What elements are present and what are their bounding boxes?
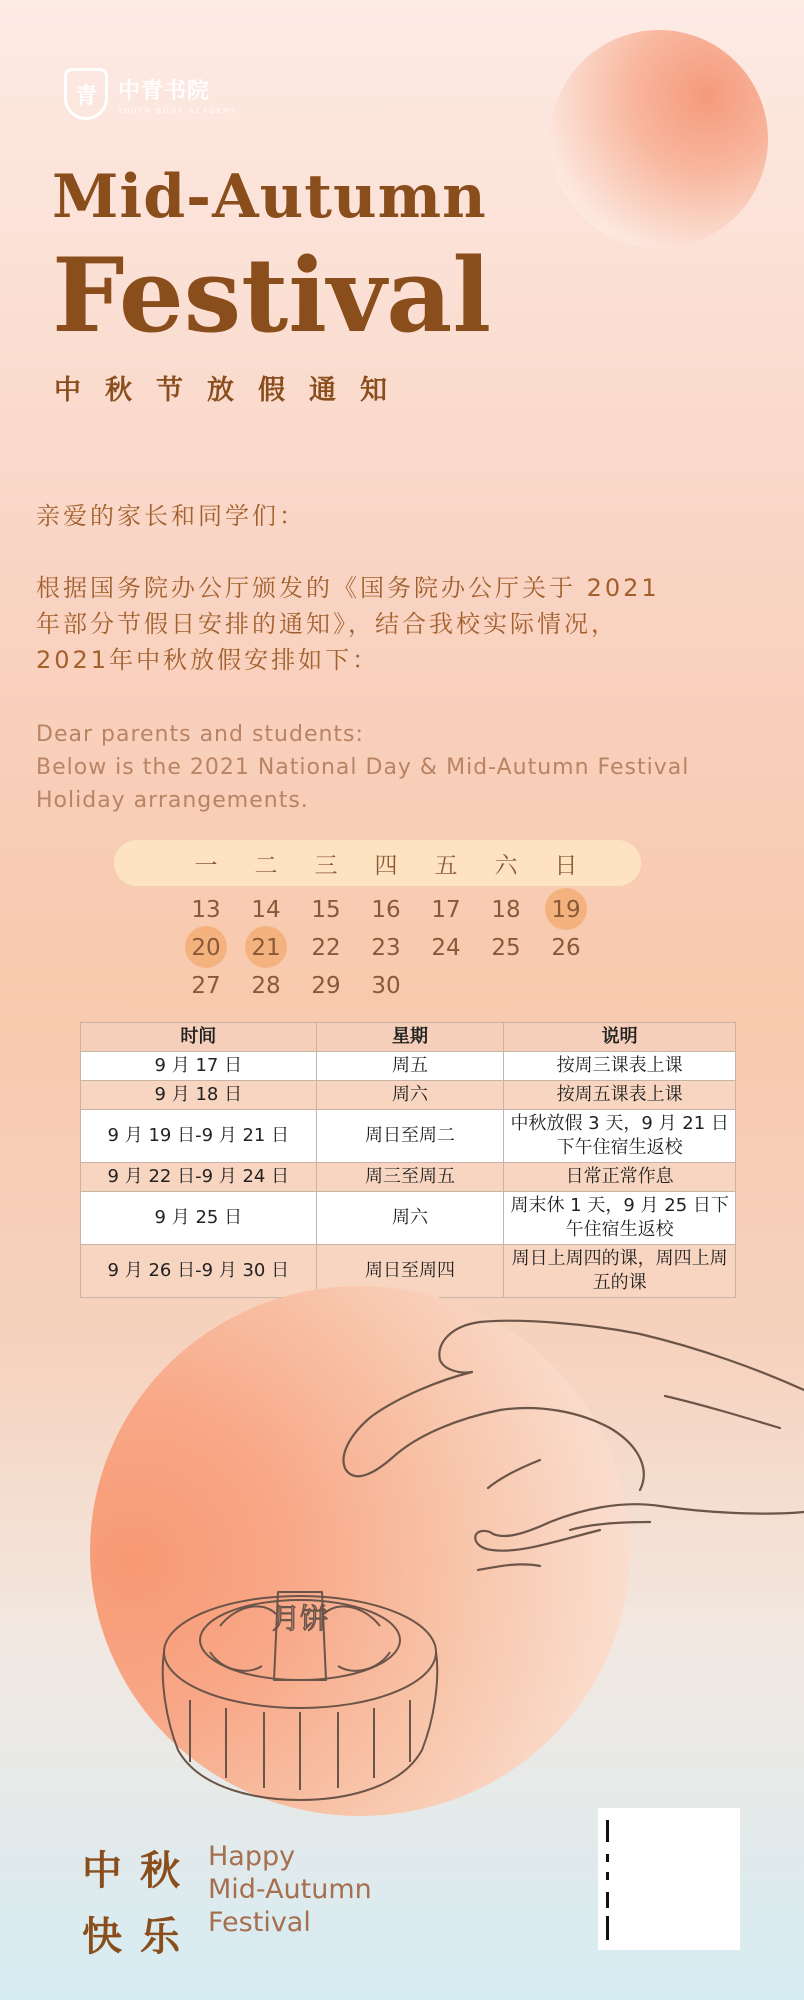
table-cell-weekday: 周六 (316, 1192, 504, 1245)
weekday-label: 四 (374, 852, 398, 879)
qr-mark (606, 1916, 609, 1940)
column-header: 时间 (81, 1023, 317, 1052)
table-cell-note: 按周三课表上课 (504, 1052, 736, 1081)
english-paragraph (36, 718, 766, 817)
table-row (81, 1052, 736, 1081)
table-cell-note: 中秋放假 3 天，9 月 21 日下午住宿生返校 (504, 1110, 736, 1163)
weekday-label: 六 (494, 852, 518, 879)
qr-mark (606, 1892, 609, 1908)
qr-mark (606, 1854, 609, 1862)
table-cell-weekday: 周日至周四 (316, 1245, 504, 1298)
english-line: Holiday arrangements. (36, 788, 309, 813)
calendar-day: 24 (431, 935, 461, 961)
title-chinese: 中秋节放假通知 (54, 375, 411, 406)
table-row (81, 1110, 736, 1163)
table-cell-note: 按周五课表上课 (504, 1081, 736, 1110)
calendar-day-holiday: 20 (176, 926, 236, 970)
footer-en-line: Mid-Autumn (208, 1874, 372, 1905)
calendar-day: 27 (191, 973, 221, 999)
english-line: Below is the 2021 National Day & Mid-Autumn Festival (36, 755, 690, 780)
calendar-day: 29 (311, 973, 341, 999)
footer-greeting-en (208, 1840, 372, 1939)
weekday-label: 二 (254, 852, 278, 879)
table-cell-note: 日常正常作息 (504, 1163, 736, 1192)
footer-cn-line: 快乐 (82, 1914, 198, 1960)
calendar-day: 26 (551, 935, 581, 961)
paragraph-line: 根据国务院办公厅颁发的《国务院办公厅关于 2021 (36, 574, 660, 602)
calendar-day-holiday: 19 (536, 888, 596, 932)
calendar-day: 15 (311, 897, 341, 923)
footer-cn-line: 中秋 (82, 1848, 198, 1894)
footer-en-line: Festival (208, 1907, 311, 1938)
weekday-label: 日 (554, 852, 578, 879)
hand-and-mooncake-illustration (0, 1300, 804, 1820)
weekday-label: 三 (314, 852, 338, 879)
logo-subtitle: YOUTH BOOK ACADEMY (118, 106, 238, 115)
hand-icon (344, 1321, 804, 1570)
calendar-day: 28 (251, 973, 281, 999)
calendar-day: 17 (431, 897, 461, 923)
table-cell-note: 周日上周四的课，周四上周五的课 (504, 1245, 736, 1298)
table-cell-date: 9 月 25 日 (81, 1192, 317, 1245)
decorative-moon (550, 30, 768, 248)
table-cell-date: 9 月 26 日-9 月 30 日 (81, 1245, 317, 1298)
table-header-row (81, 1023, 736, 1052)
logo-name: 中青书院 (118, 78, 211, 104)
table-cell-date: 9 月 22 日-9 月 24 日 (81, 1163, 317, 1192)
english-line: Dear parents and students: (36, 722, 364, 747)
notice-paragraph (36, 570, 736, 678)
logo (64, 68, 237, 120)
table-cell-date: 9 月 19 日-9 月 21 日 (81, 1110, 317, 1163)
qr-mark (606, 1820, 609, 1842)
qr-code (598, 1808, 740, 1950)
calendar-weekday-header (114, 840, 641, 886)
mooncake-character: 月饼 (271, 1602, 329, 1635)
footer-en-line: Happy (208, 1841, 296, 1872)
calendar-day: 16 (371, 897, 401, 923)
table-cell-weekday: 周六 (316, 1081, 504, 1110)
table-cell-weekday: 周五 (316, 1052, 504, 1081)
table-row (81, 1163, 736, 1192)
logo-shield-icon (64, 68, 108, 120)
calendar-day: 30 (371, 973, 401, 999)
column-header: 说明 (504, 1023, 736, 1052)
table-row (81, 1081, 736, 1110)
table-cell-date: 9 月 17 日 (81, 1052, 317, 1081)
calendar-day: 13 (191, 897, 221, 923)
title-line2: Festival (52, 236, 492, 356)
weekday-label: 五 (434, 852, 458, 879)
title-line1: Mid-Autumn (52, 162, 487, 232)
table-cell-date: 9 月 18 日 (81, 1081, 317, 1110)
table-cell-note: 周末休 1 天，9 月 25 日下午住宿生返校 (504, 1192, 736, 1245)
calendar-day: 18 (491, 897, 521, 923)
calendar-week-row (114, 964, 416, 1008)
table-row (81, 1192, 736, 1245)
table-cell-weekday: 周三至周五 (316, 1163, 504, 1192)
calendar-day: 25 (491, 935, 521, 961)
calendar-day: 14 (251, 897, 281, 923)
logo-mark: 青 (74, 83, 97, 109)
table-cell-weekday: 周日至周二 (316, 1110, 504, 1163)
qr-mark (606, 1872, 609, 1880)
paragraph-line: 年部分节假日安排的通知》，结合我校实际情况， (36, 610, 618, 638)
footer-greeting-cn (82, 1838, 198, 1970)
calendar-day-holiday: 21 (236, 926, 296, 970)
greeting: 亲爱的家长和同学们： (36, 502, 306, 530)
weekday-label: 一 (194, 852, 218, 879)
paragraph-line: 2021年中秋放假安排如下： (36, 646, 380, 674)
holiday-schedule-table (80, 1022, 736, 1298)
calendar-day: 22 (311, 935, 341, 961)
column-header: 星期 (316, 1023, 504, 1052)
calendar-day: 23 (371, 935, 401, 961)
